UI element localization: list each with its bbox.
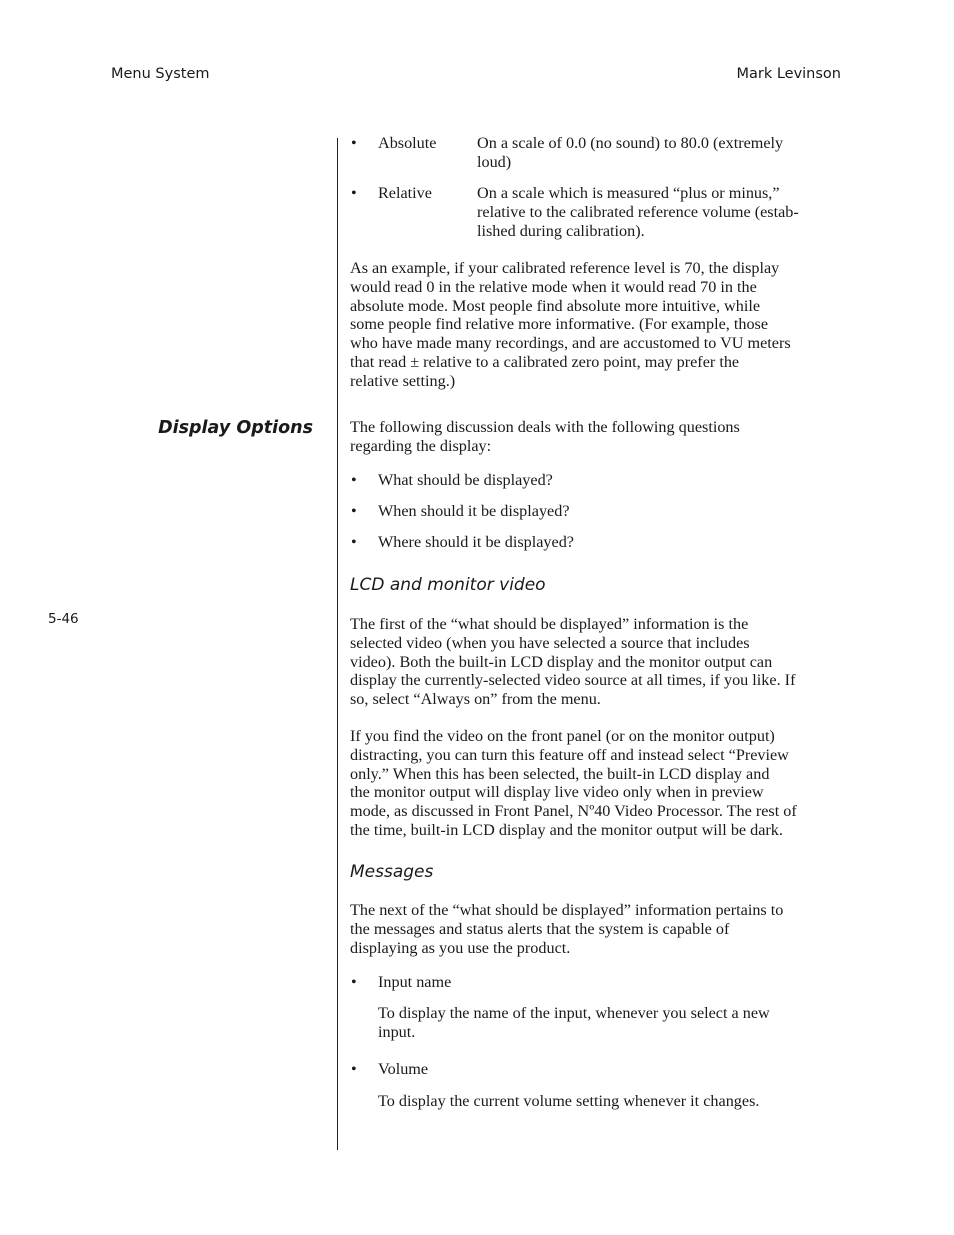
bullet: • (351, 973, 357, 991)
text-line: distracting, you can turn this feature off and instead select “Preview (350, 745, 789, 764)
text-line: On a scale of 0.0 (no sound) to 80.0 (extremely (477, 134, 784, 152)
text-line: regarding the display: (350, 436, 492, 455)
message-item-label: Volume (378, 1060, 429, 1078)
lcd-paragraph-2 (350, 727, 797, 840)
text-line: lished during calibration). (477, 221, 645, 240)
text-line: loud) (477, 152, 512, 171)
text-line: mode, as discussed in Front Panel, Nº40 Video Processor. The rest of (350, 802, 797, 821)
list-item: What should be displayed? (378, 471, 553, 489)
header-section-title: Menu System (111, 66, 210, 82)
section-heading: Display Options (158, 418, 313, 438)
volume-mode-desc (477, 134, 783, 172)
column-divider (337, 138, 338, 1150)
text-line: display the currently-selected video source at all times, if you like. If (350, 671, 796, 690)
message-item-label: Input name (378, 973, 452, 991)
text-line: the messages and status alerts that the system is capable of (350, 919, 730, 938)
text-line: The first of the “what should be displayed” information is the (350, 615, 749, 633)
text-line: who have made many recordings, and are accustomed to VU meters (350, 334, 791, 353)
text-line: input. (378, 1022, 416, 1041)
list-item: When should it be displayed? (378, 502, 570, 520)
text-line: The following discussion deals with the following questions (350, 418, 740, 436)
bullet: • (351, 471, 357, 489)
text-line: so, select “Always on” from the menu. (350, 690, 601, 709)
page-number: 5-46 (48, 611, 79, 627)
text-line: If you find the video on the front panel (or on the monitor output) (350, 727, 775, 745)
text-line: On a scale which is measured “plus or minus,” (477, 184, 780, 202)
example-paragraph (350, 259, 791, 391)
header-brand: Mark Levinson (736, 66, 841, 82)
text-line: To display the name of the input, whenever you select a new (378, 1004, 770, 1022)
subheading-lcd: LCD and monitor video (350, 575, 546, 595)
bullet: • (351, 502, 357, 520)
bullet: • (351, 533, 357, 551)
section-intro (350, 418, 740, 456)
bullet: • (351, 1060, 357, 1078)
text-line: displaying as you use the product. (350, 938, 571, 957)
lcd-paragraph-1 (350, 615, 795, 709)
text-line: video). Both the built-in LCD display and the monitor output can (350, 652, 773, 671)
text-line: relative setting.) (350, 371, 456, 390)
text-line: relative to the calibrated reference volume (estab- (477, 202, 799, 221)
text-line: The next of the “what should be displayed” information pertains to (350, 901, 784, 919)
messages-paragraph (350, 901, 783, 957)
text-line: absolute mode. Most people find absolute more intuitive, while (350, 296, 761, 315)
bullet: • (351, 134, 357, 152)
list-item: Where should it be displayed? (378, 533, 574, 551)
message-item-desc (378, 1004, 770, 1042)
text-line: that read ± relative to a calibrated zero point, may prefer the (350, 352, 740, 371)
subheading-messages: Messages (350, 862, 434, 882)
text-line: only.” When this has been selected, the built-in LCD display and (350, 764, 770, 783)
bullet: • (351, 184, 357, 202)
volume-mode-desc (477, 184, 799, 240)
text-line: the monitor output will display live video only when in preview (350, 783, 764, 802)
text-line: the time, built-in LCD display and the monitor output will be dark. (350, 820, 783, 839)
message-item-desc (378, 1092, 759, 1111)
text-line: As an example, if your calibrated reference level is 70, the display (350, 259, 780, 277)
text-line: selected video (when you have selected a source that includes (350, 633, 750, 652)
volume-mode-term: Absolute (378, 134, 437, 152)
text-line: some people find relative more informative. (For example, those (350, 315, 769, 334)
text-line: would read 0 in the relative mode when it would read 70 in the (350, 277, 757, 296)
text-line: To display the current volume setting whenever it changes. (378, 1092, 760, 1110)
volume-mode-term: Relative (378, 184, 432, 202)
